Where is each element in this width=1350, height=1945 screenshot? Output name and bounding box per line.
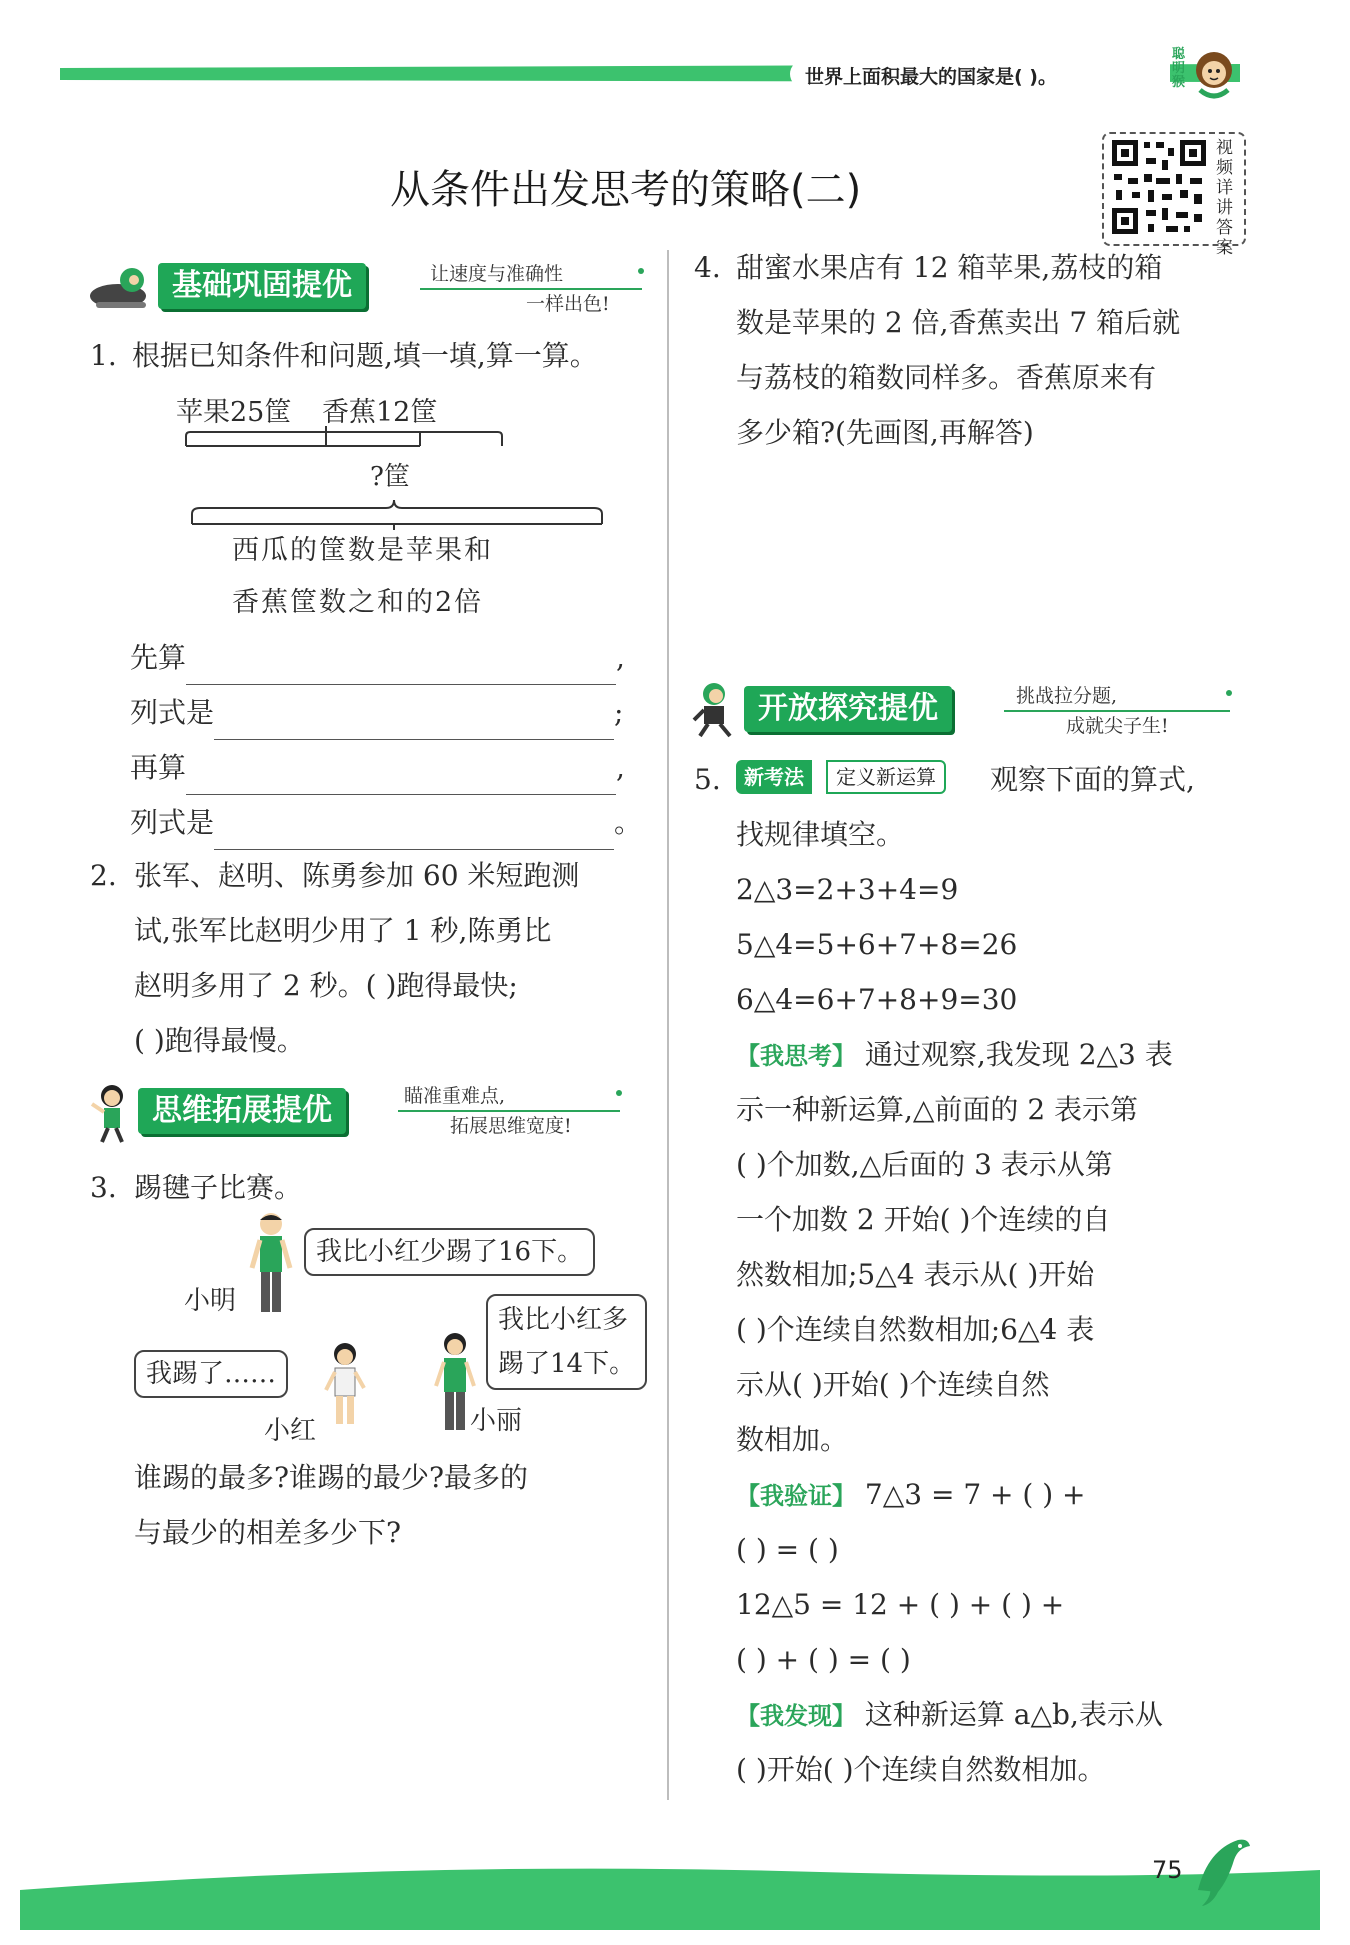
q1-apple-label: 苹果25筐 (176, 397, 292, 428)
section-open-motto1: 挑战拉分题, (1016, 685, 1118, 707)
q1-question-label: ?筐 (370, 462, 410, 492)
q4-line2: 数是苹果的 2 倍,香蕉卖出 7 箱后就 (736, 306, 1181, 339)
q1-line-4-label: 列式是 (130, 806, 215, 839)
qr-caption: 视频详讲答案 (1216, 138, 1233, 258)
q2-line1: 张军、赵明、陈勇参加 60 米短跑测 (134, 859, 580, 892)
header-quiz: 世界上面积最大的国家是( )。 (805, 66, 1057, 88)
section-thinking-title: 思维拓展提优 (138, 1088, 346, 1134)
section-open-dot (1226, 690, 1232, 696)
xiaohong-label: 小红 (264, 1416, 317, 1446)
section-basic-underline (420, 288, 642, 290)
skater-mascot-icon (86, 262, 158, 312)
q1-line-2-end: ; (614, 696, 624, 729)
q1-answer-field-4[interactable] (214, 815, 614, 850)
q5-intro2: 找规律填空。 (736, 818, 905, 851)
q4-line4: 多少箱?(先画图,再解答) (736, 416, 1034, 449)
section-open-underline (1004, 710, 1230, 712)
dolphin-icon (1188, 1830, 1258, 1910)
q5-think-line4: 一个加数 2 开始( )个连续的自 (736, 1203, 1111, 1236)
q5-think-line8: 数相加。 (736, 1423, 849, 1456)
q1-desc2: 香蕉筐数之和的2倍 (232, 587, 484, 618)
section-thinking-dot (616, 1090, 622, 1096)
q5-badge-new: 新考法 (736, 760, 812, 794)
q4-line3: 与荔枝的箱数同样多。香蕉原来有 (736, 361, 1157, 394)
q1-line-1-end: , (616, 641, 625, 674)
q5-think-line6: ( )个连续自然数相加;6△4 表 (736, 1313, 1095, 1346)
q1-line-1 (130, 630, 650, 685)
xiaohong-speech: 我踢了…… (134, 1350, 288, 1398)
page-number: 75 (1152, 1856, 1183, 1884)
section-thinking-motto1: 瞄准重难点, (404, 1085, 506, 1107)
q5-think-line3: ( )个加数,△后面的 3 表示从第 (736, 1148, 1113, 1181)
xiaoli-speech (486, 1294, 647, 1390)
q3-number: 3. (90, 1171, 117, 1204)
section-basic-motto1: 让速度与准确性 (430, 263, 564, 285)
q3-ask2: 与最少的相差多少下? (134, 1516, 402, 1549)
q5-eq2: 5△4=5+6+7+8=26 (736, 928, 1018, 961)
q5-eq1: 2△3=2+3+4=9 (736, 873, 959, 906)
q4-line1: 甜蜜水果店有 12 箱苹果,荔枝的箱 (736, 251, 1163, 284)
q1-line-3-label: 再算 (130, 751, 187, 784)
q2-number: 2. (90, 859, 117, 892)
q5-verify-line2: ( ) = ( ) (736, 1533, 839, 1566)
q5-verify-line4: ( ) + ( ) = ( ) (736, 1643, 911, 1676)
q2-line2: 试,张军比赵明少用了 1 秒,陈勇比 (134, 914, 552, 947)
q1-desc1: 西瓜的筐数是苹果和 (232, 535, 493, 566)
q1-banana-label: 香蕉12筐 (322, 397, 438, 428)
section-basic-motto2: 一样出色! (526, 293, 610, 315)
q5-find-line1 (736, 1687, 1163, 1744)
q2-line4: ( )跑得最慢。 (134, 1024, 305, 1057)
q1-number: 1. (90, 339, 117, 372)
q5-think-line5: 然数相加;5△4 表示从( )开始 (736, 1258, 1095, 1291)
q5-find-line2: ( )开始( )个连续自然数相加。 (736, 1753, 1106, 1786)
q1-line-2-label: 列式是 (130, 696, 215, 729)
section-basic-title: 基础巩固提优 (158, 263, 366, 309)
qr-code-icon[interactable] (1110, 138, 1208, 236)
section-thinking-motto2: 拓展思维宽度! (450, 1115, 572, 1137)
xiaoli-label: 小丽 (470, 1406, 523, 1436)
q1-line-3 (130, 740, 650, 795)
q5-verify-label: 【我验证】 (736, 1482, 856, 1510)
q1-line-4-end: 。 (614, 806, 643, 839)
xiaoli-speech-line2: 踢了14下。 (498, 1349, 636, 1379)
page-title: 从条件出发思考的策略(二) (390, 167, 862, 213)
footer-band (20, 1850, 1340, 1930)
q5-number: 5. (694, 763, 721, 796)
q5-find-label: 【我发现】 (736, 1702, 856, 1730)
q5-think-line1 (736, 1027, 1173, 1084)
q5-think-line2: 示一种新运算,△前面的 2 表示第 (736, 1093, 1139, 1126)
section-basic-dot (638, 268, 644, 274)
q1-line-4 (130, 795, 650, 850)
section-thinking-underline (398, 1110, 620, 1112)
q1-line-2 (130, 685, 650, 740)
q1-text: 根据已知条件和问题,填一填,算一算。 (132, 339, 598, 372)
q3-text: 踢毽子比赛。 (134, 1171, 303, 1204)
xiaoming-figure (246, 1210, 296, 1320)
xiaohong-figure (320, 1340, 370, 1430)
q3-ask1: 谁踢的最多?谁踢的最少?最多的 (134, 1461, 529, 1494)
xiaoli-speech-line1: 我比小红多 (498, 1305, 629, 1335)
q5-think-text1: 通过观察,我发现 2△3 表 (864, 1038, 1173, 1071)
q5-think-label: 【我思考】 (736, 1042, 856, 1070)
q1-answer-field-3[interactable] (186, 760, 616, 795)
mascot-text: 聪明猴 (1172, 47, 1186, 90)
xiaoming-speech: 我比小红少踢了16下。 (304, 1228, 595, 1276)
q1-line-3-end: , (616, 751, 625, 784)
q5-verify-text1: 7△3 = 7 + ( ) + (864, 1478, 1086, 1511)
section-open-motto2: 成就尖子生! (1066, 715, 1169, 737)
q1-line-1-label: 先算 (130, 641, 187, 674)
q2-line3: 赵明多用了 2 秒。( )跑得最快; (134, 969, 518, 1002)
q5-eq3: 6△4=6+7+8+9=30 (736, 983, 1018, 1016)
q5-verify-line3: 12△5 = 12 + ( ) + ( ) + (736, 1588, 1065, 1621)
q4-number: 4. (694, 251, 721, 284)
q5-intro1: 观察下面的算式, (990, 763, 1195, 796)
explorer-mascot-icon (690, 680, 742, 738)
q4-answer-area[interactable] (736, 470, 1236, 660)
section-open-title: 开放探究提优 (744, 686, 952, 732)
q5-think-line7: 示从( )开始( )个连续自然 (736, 1368, 1050, 1401)
q5-verify-line1 (736, 1467, 1086, 1524)
girl-mascot-icon (86, 1082, 136, 1144)
column-divider (667, 250, 669, 1800)
q1-answer-field-2[interactable] (214, 705, 614, 740)
xiaoming-label: 小明 (184, 1286, 237, 1316)
q5-badge-topic: 定义新运算 (826, 760, 946, 794)
q5-find-text1: 这种新运算 a△b,表示从 (864, 1698, 1163, 1731)
q1-answer-field-1[interactable] (186, 650, 616, 685)
